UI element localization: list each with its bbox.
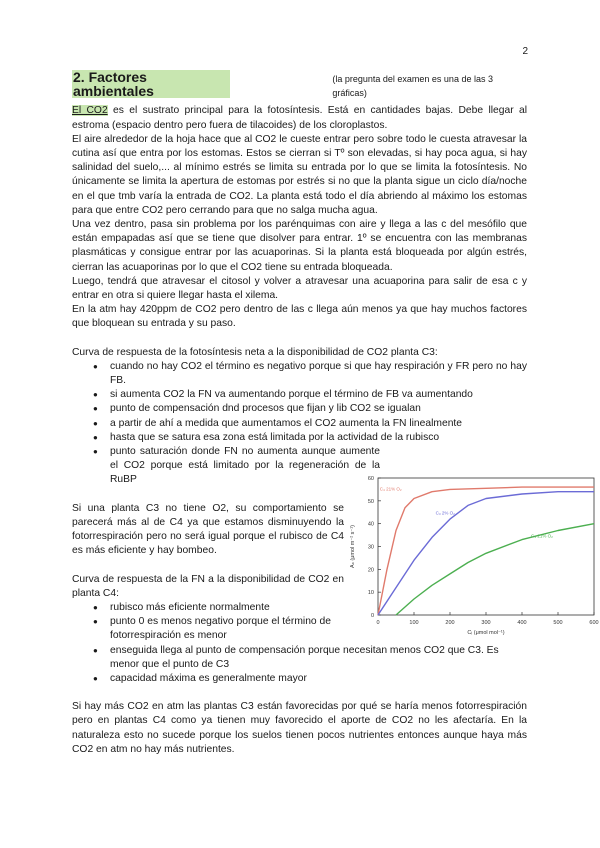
list-item: ● punto saturación donde FN no aumenta aunque aumente el CO2 porque está limitado por la regeneración de la RuBP <box>110 445 380 488</box>
x-axis-label: Cᵢ (μmol mol⁻¹) <box>467 629 505 636</box>
series-label: C₃ 21% O₂ <box>531 533 553 539</box>
list-item: ● a partir de ahí a medida que aumentamos el CO2 aumenta la FN linealmente <box>110 417 527 431</box>
exam-note: (la pregunta del examen es una de las 3 gráficas) <box>332 74 493 99</box>
y-tick-label: 30 <box>367 544 374 551</box>
list-item: ● hasta que se satura esa zona está limitada por la actividad de la rubisco <box>110 431 527 445</box>
y-tick-label: 10 <box>367 589 374 596</box>
series-label: C₃ 2% O₂ <box>435 510 455 516</box>
c3-curve-title: Curva de respuesta de la fotosíntesis neta a la disponibilidad de CO2 planta C3: <box>72 346 438 358</box>
c4-curve-title: Curva de respuesta de la FN a la disponibilidad de CO2 en planta C4: <box>72 573 344 599</box>
y-tick-label: 50 <box>367 498 374 505</box>
series-line <box>396 523 594 614</box>
intro-paragraph-2: El aire alrededor de la hoja hace que al CO2 le cueste entrar pero sobre todo le cuesta atravesar la cutina así que entra por los estomas. Estos se cierran si Tº son elevadas, si hay poca agua, si hay salinidad del suelo,... al mínimo estrés se limita su entrada por lo que se limita la fotosíntesis. No únicamente se limita la apertura de estomas por estrés si no que la planta sigue un ciclo día/noche en el que tmb varía la entrada de CO2. La planta está todo el día abriendo al máximo los estomas para que entre CO2 pero cerrando para que no salga mucha agua. <box>72 133 527 216</box>
co2-response-chart <box>342 470 600 640</box>
list-item: ● capacidad máxima es generalmente mayor <box>110 672 344 686</box>
x-tick-label: 300 <box>481 619 491 626</box>
page-number: 2 <box>522 46 528 57</box>
co2-highlight: El CO2 <box>72 105 108 117</box>
x-tick-label: 400 <box>517 619 527 626</box>
intro-paragraph-3: Una vez dentro, pasa sin problema por los parénquimas con aire y llega a las c del mesófilo que están empapadas así que se tiene que disolver para entrar. 1º se encuentra con las membranas plasmáticas y consigue entrar por las acuaporinas. Si la planta está bloqueada por algún estrés, cierran las acuaporinas por lo que el CO2 tiene su entrada bloqueada. <box>72 219 527 273</box>
c3-bullet-list <box>72 360 527 488</box>
chart-svg <box>342 470 600 640</box>
x-tick-label: 200 <box>445 619 455 626</box>
chart-section <box>72 475 599 686</box>
list-item: ● enseguida llega al punto de compensación porque necesitan menos CO2 que C3. Es menor que el punto de C3 <box>110 644 530 672</box>
c3-no-o2-paragraph: Si una planta C3 no tiene O2, su comportamiento se parecerá más al de C4 ya que estamos disminuyendo la fotorrespiración pero no será igual porque el rubisco de C4 es más eficiente y hay bombeo. <box>72 502 344 557</box>
y-tick-label: 0 <box>370 612 374 619</box>
series-line <box>378 487 594 615</box>
list-item: ● rubisco más eficiente normalmente <box>110 601 344 615</box>
x-tick-label: 0 <box>376 619 380 626</box>
x-tick-label: 500 <box>553 619 563 626</box>
list-item: ● punto 0 es menos negativo porque el término de fotorrespiración es menor <box>110 615 344 643</box>
intro-paragraph-5: En la atm hay 420ppm de CO2 pero dentro de las c llega aún menos ya que hay muchos factores que bloquean su entrada y su paso. <box>72 304 527 330</box>
intro-paragraph-4: Luego, tendrá que atravesar el citosol y volver a atravesar una acuaporina para salir de esa c y entrar en otra si quiere llegar hasta el xilema. <box>72 275 527 302</box>
section-header <box>72 70 527 100</box>
y-tick-label: 20 <box>367 567 374 574</box>
y-tick-label: 40 <box>367 521 374 528</box>
list-item: ● punto de compensación dnd procesos que fijan y lib CO2 se igualan <box>110 402 527 416</box>
list-item: ● cuando no hay CO2 el término es negativo porque si que hay respiración y FR pero no hay FB. <box>110 360 527 388</box>
intro-p1-rest: es el sustrato principal para la fotosíntesis. Está en cantidades bajas. Debe llegar al estroma (espacio dentro pero fuera de tilacoides) de los cloroplastos. <box>72 105 527 131</box>
section-title: 2. Factores ambientales <box>72 70 230 98</box>
document-body <box>72 69 599 757</box>
conclusion-paragraph: Si hay más CO2 en atm las plantas C3 están favorecidas por qué se haría menos fotorrespiración pero en plantas C4 como ya tienen muy favorecido el aporte de CO2 no les afectaría. En la naturaleza esto no sucede porque los suelos tienen pocos nutrientes entonces aunque haya más CO2 en atm no hay más nutrientes. <box>72 701 527 755</box>
y-axis-label: Aₙ (μmol m⁻² s⁻¹) <box>350 524 356 568</box>
intro-paragraph-1 <box>72 104 527 132</box>
y-tick-label: 60 <box>367 475 374 482</box>
x-tick-label: 100 <box>409 619 419 626</box>
list-item: ● si aumenta CO2 la FN va aumentando porque el término de FB va aumentando <box>110 388 527 402</box>
x-tick-label: 600 <box>589 619 599 626</box>
series-label: C₄ 21% O₂ <box>379 486 402 492</box>
